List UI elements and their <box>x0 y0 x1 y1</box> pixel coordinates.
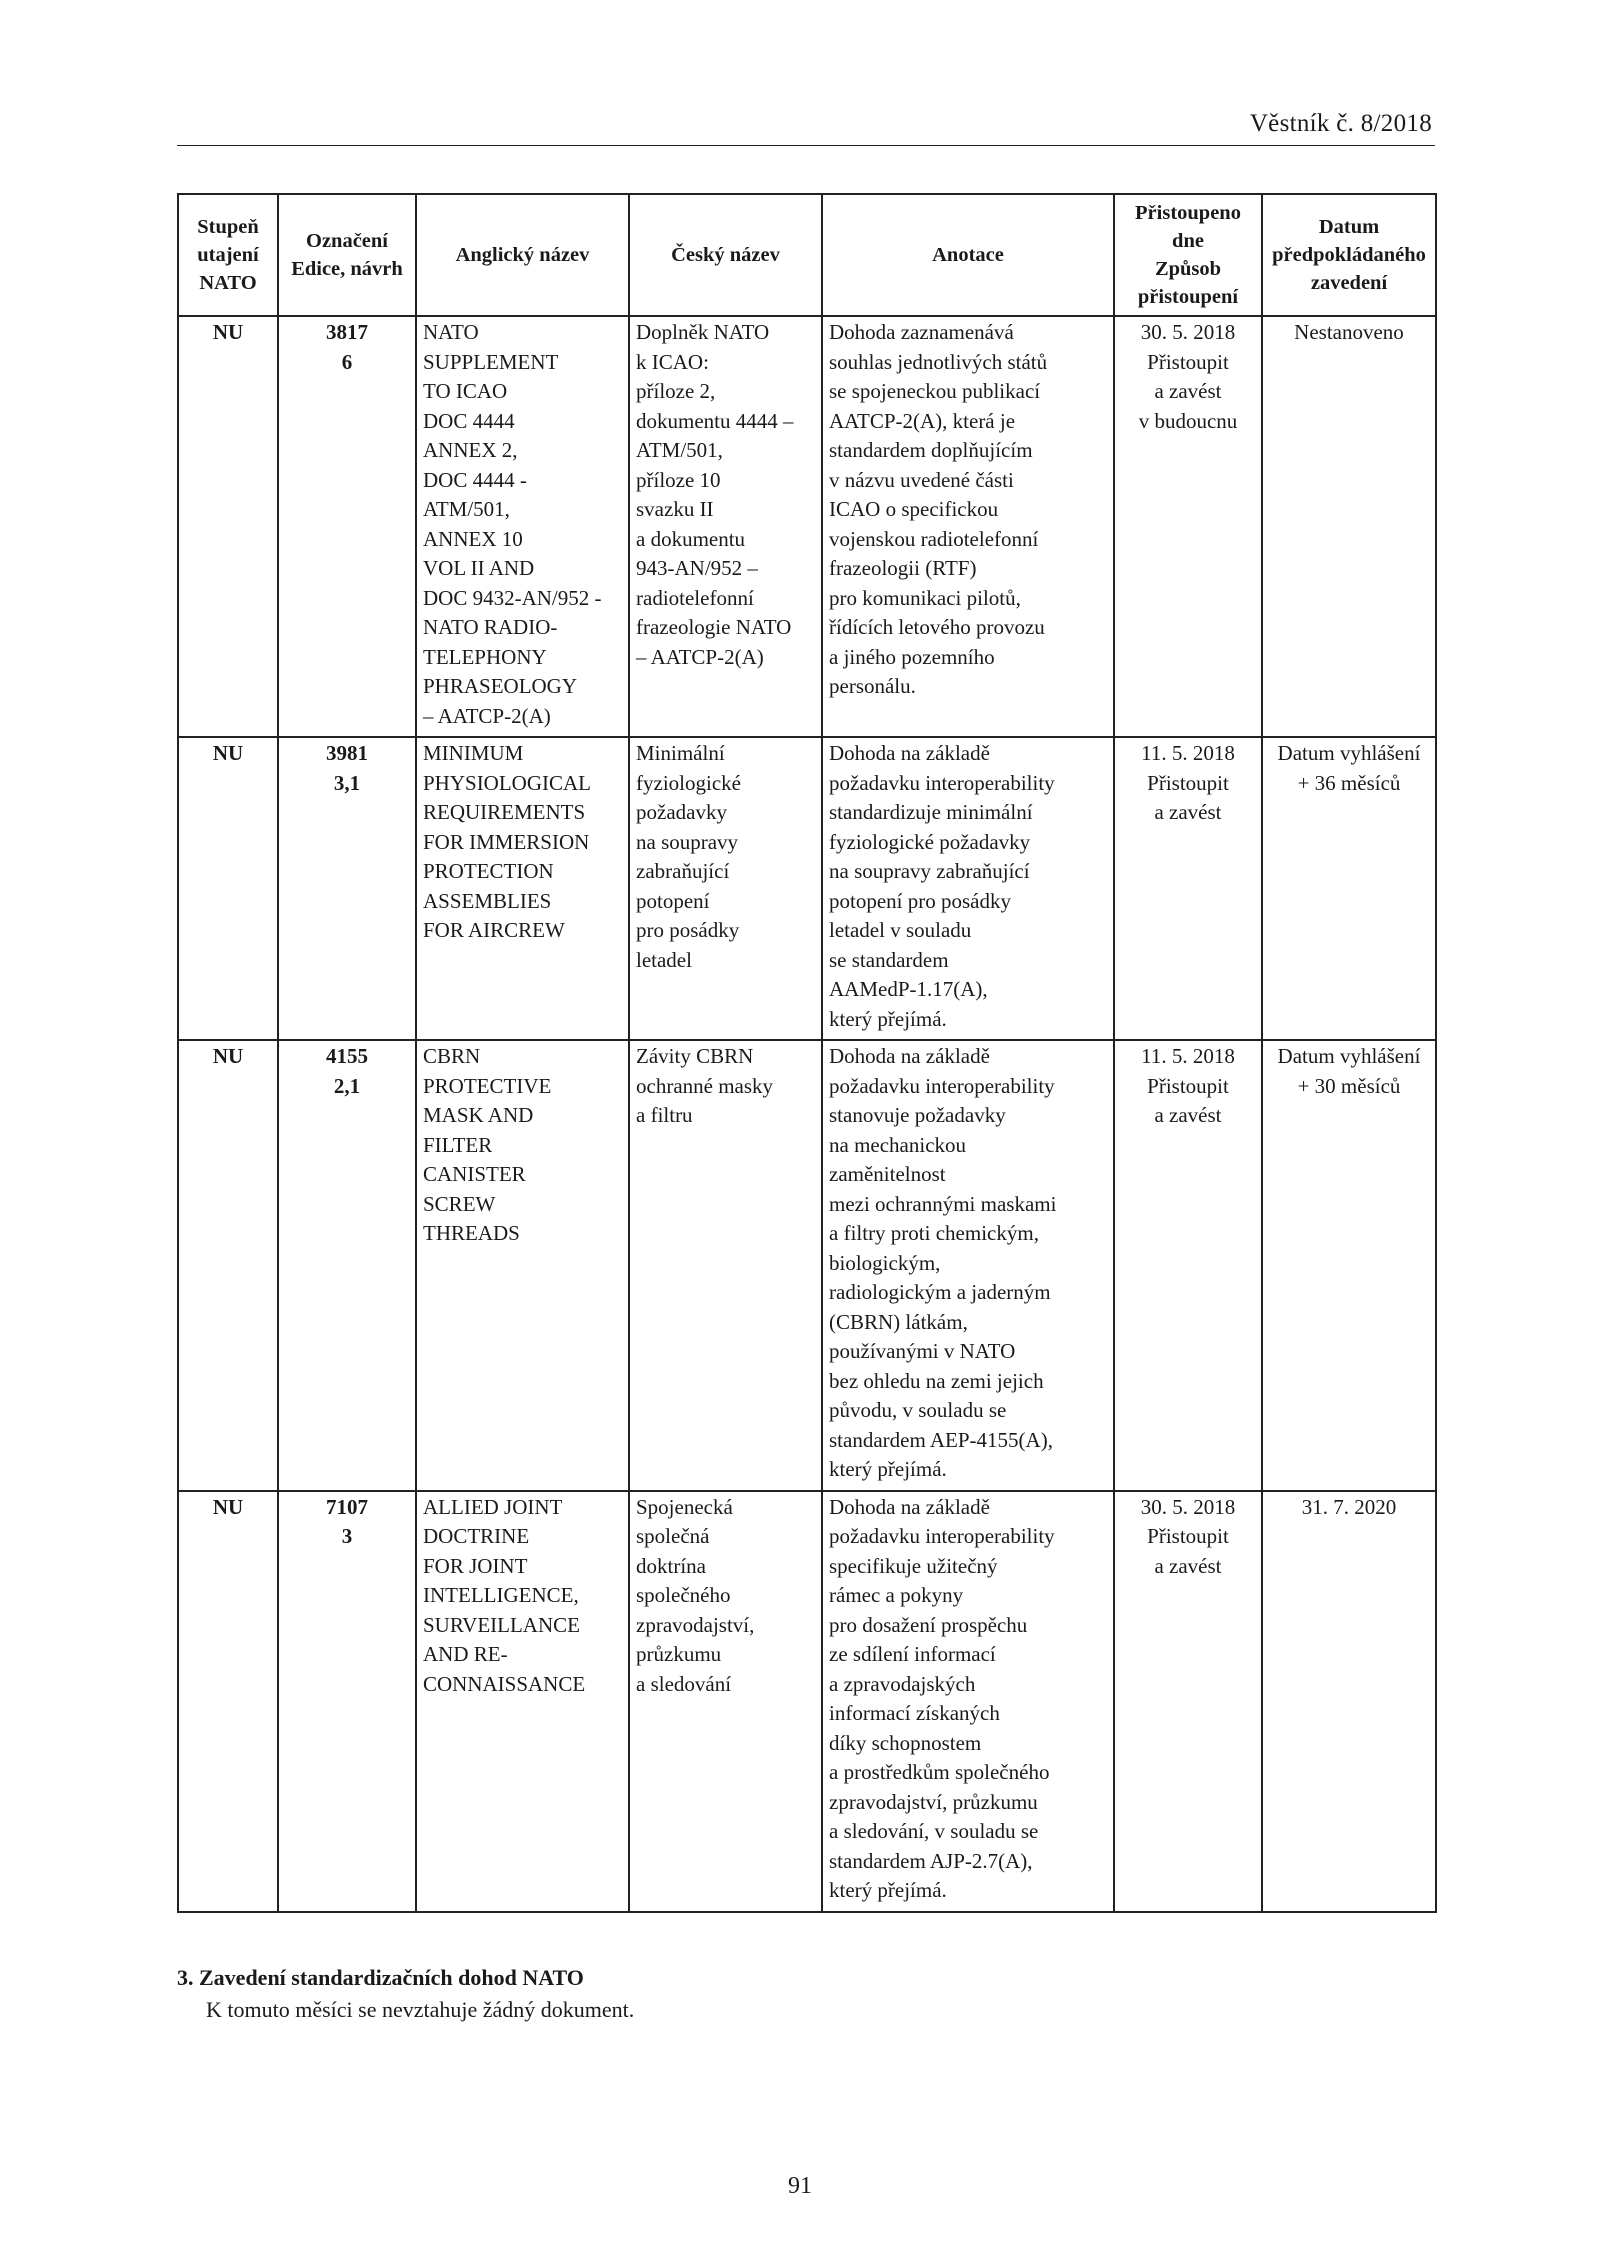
cell-implementation-date: Datum vyhlášení + 36 měsíců <box>1262 737 1436 1040</box>
table-header-row <box>178 194 1436 316</box>
cell-czech-title: Spojenecká společná doktrína společného zpravodajství, průzkumu a sledování <box>629 1491 822 1912</box>
cell-english-title: CBRN PROTECTIVE MASK AND FILTER CANISTER SCREW THREADS <box>416 1040 629 1491</box>
standards-table <box>177 193 1437 1913</box>
cell-designation: 3817 6 <box>278 316 416 737</box>
header-english-title: Anglický název <box>416 194 629 316</box>
header-designation: Označení Edice, návrh <box>278 194 416 316</box>
cell-implementation-date: 31. 7. 2020 <box>1262 1491 1436 1912</box>
cell-classification-level: NU <box>178 316 278 737</box>
table-row <box>178 1040 1436 1491</box>
table-row <box>178 316 1436 737</box>
cell-classification-level: NU <box>178 1491 278 1912</box>
cell-english-title: ALLIED JOINT DOCTRINE FOR JOINT INTELLIGENCE, SURVEILLANCE AND RE- CONNAISSANCE <box>416 1491 629 1912</box>
cell-classification-level: NU <box>178 737 278 1040</box>
cell-annotation: Dohoda zaznamenává souhlas jednotlivých států se spojeneckou publikací AATCP-2(A), která je standardem doplňujícím v názvu uvedené části ICAO o specifickou vojenskou radiotelefonní frazeologii (RTF) pro komunikaci pilotů, řídících letového provozu a jiného pozemního personálu. <box>822 316 1114 737</box>
table-row <box>178 1491 1436 1912</box>
header-czech-title: Český název <box>629 194 822 316</box>
header-divider <box>177 145 1435 146</box>
cell-designation: 7107 3 <box>278 1491 416 1912</box>
header-annotation: Anotace <box>822 194 1114 316</box>
cell-implementation-date: Datum vyhlášení + 30 měsíců <box>1262 1040 1436 1491</box>
cell-accession: 30. 5. 2018 Přistoupit a zavést <box>1114 1491 1262 1912</box>
cell-accession: 30. 5. 2018 Přistoupit a zavést v budoucnu <box>1114 316 1262 737</box>
cell-classification-level: NU <box>178 1040 278 1491</box>
page-number: 91 <box>788 2173 812 2199</box>
cell-designation: 4155 2,1 <box>278 1040 416 1491</box>
cell-accession: 11. 5. 2018 Přistoupit a zavést <box>1114 1040 1262 1491</box>
cell-implementation-date: Nestanoveno <box>1262 316 1436 737</box>
cell-english-title: NATO SUPPLEMENT TO ICAO DOC 4444 ANNEX 2, DOC 4444 - ATM/501, ANNEX 10 VOL II AND DOC 9432-AN/952 - NATO RADIO- TELEPHONY PHRASEOLOGY – AATCP-2(A) <box>416 316 629 737</box>
cell-annotation: Dohoda na základě požadavku interoperability specifikuje užitečný rámec a pokyny pro dosažení prospěchu ze sdílení informací a zpravodajských informací získaných díky schopnostem a prostředkům společného zpravodajství, průzkumu a sledování, v souladu se standardem AJP-2.7(A), který přejímá. <box>822 1491 1114 1912</box>
table-row <box>178 737 1436 1040</box>
cell-annotation: Dohoda na základě požadavku interoperability standardizuje minimální fyziologické požadavky na soupravy zabraňující potopení pro posádky letadel v souladu se standardem AAMedP-1.17(A), který přejímá. <box>822 737 1114 1040</box>
section-text: K tomuto měsíci se nevztahuje žádný dokument. <box>206 1997 635 2022</box>
header-accession: Přistoupeno dne Způsob přistoupení <box>1114 194 1262 316</box>
cell-czech-title: Minimální fyziologické požadavky na soupravy zabraňující potopení pro posádky letadel <box>629 737 822 1040</box>
publication-header: Věstník č. 8/2018 <box>1249 110 1432 137</box>
cell-czech-title: Závity CBRN ochranné masky a filtru <box>629 1040 822 1491</box>
header-implementation-date: Datum předpokládaného zavedení <box>1262 194 1436 316</box>
section-heading: 3. Zavedení standardizačních dohod NATO <box>177 1965 584 1990</box>
cell-english-title: MINIMUM PHYSIOLOGICAL REQUIREMENTS FOR IMMERSION PROTECTION ASSEMBLIES FOR AIRCREW <box>416 737 629 1040</box>
cell-accession: 11. 5. 2018 Přistoupit a zavést <box>1114 737 1262 1040</box>
cell-czech-title: Doplněk NATO k ICAO: příloze 2, dokumentu 4444 – ATM/501, příloze 10 svazku II a dokumentu 943-AN/952 – radiotelefonní frazeologie NATO – AATCP-2(A) <box>629 316 822 737</box>
cell-designation: 3981 3,1 <box>278 737 416 1040</box>
cell-annotation: Dohoda na základě požadavku interoperability stanovuje požadavky na mechanickou zaměnitelnost mezi ochrannými maskami a filtry proti chemickým, biologickým, radiologickým a jaderným (CBRN) látkám, používanými v NATO bez ohledu na zemi jejich původu, v souladu se standardem AEP-4155(A), který přejímá. <box>822 1040 1114 1491</box>
header-classification-level: Stupeň utajení NATO <box>178 194 278 316</box>
